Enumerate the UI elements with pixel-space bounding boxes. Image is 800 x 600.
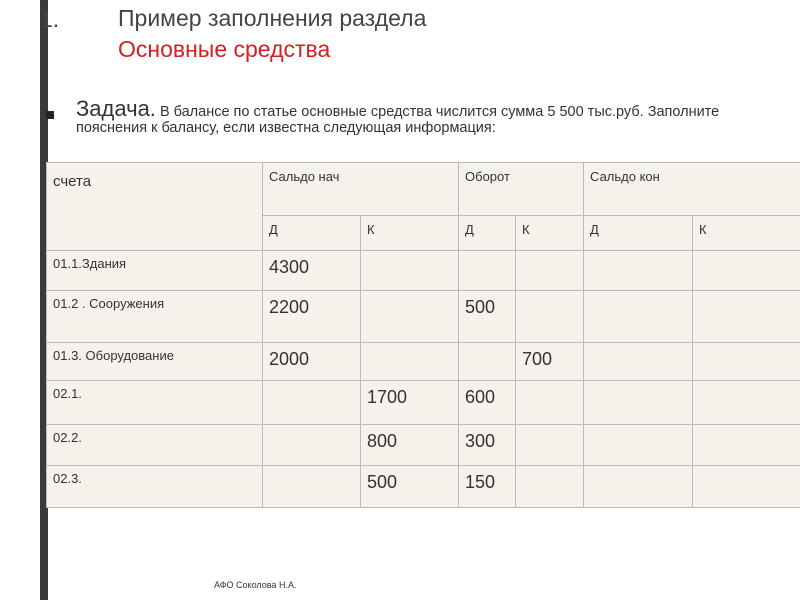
value-cell: 500 bbox=[361, 466, 459, 508]
value-cell: 700 bbox=[516, 343, 584, 381]
accounts-table bbox=[46, 162, 800, 508]
value-cell bbox=[263, 381, 361, 425]
table-row bbox=[47, 466, 800, 508]
value-cell bbox=[584, 425, 693, 466]
slide-subtitle: Основные средства bbox=[118, 36, 331, 62]
value-cell bbox=[263, 425, 361, 466]
value-cell bbox=[693, 343, 800, 381]
slide-title: Пример заполнения раздела bbox=[118, 5, 427, 31]
value-cell bbox=[693, 466, 800, 508]
value-cell bbox=[693, 425, 800, 466]
subheader-cell: К bbox=[693, 216, 800, 251]
value-cell bbox=[361, 291, 459, 343]
value-cell bbox=[584, 343, 693, 381]
table-row bbox=[47, 425, 800, 466]
value-cell bbox=[584, 466, 693, 508]
task-body: В балансе по статье основные средства числится сумма 5 500 тыс.руб. Заполните пояснения к балансу, если известна следующая информация: bbox=[76, 104, 720, 136]
header-closing-balance: Сальдо кон bbox=[584, 163, 800, 216]
value-cell bbox=[693, 381, 800, 425]
table-row bbox=[47, 381, 800, 425]
account-cell: 01.1.Здания bbox=[47, 251, 263, 291]
account-cell: 02.1. bbox=[47, 381, 263, 425]
subheader-cell: К bbox=[516, 216, 584, 251]
value-cell bbox=[584, 381, 693, 425]
value-cell bbox=[584, 291, 693, 343]
table-header-row bbox=[47, 163, 800, 216]
account-cell: 02.2. bbox=[47, 425, 263, 466]
subheader-cell: Д bbox=[584, 216, 693, 251]
value-cell bbox=[516, 291, 584, 343]
header-accounts: счета bbox=[47, 163, 263, 251]
table-row bbox=[47, 343, 800, 381]
table-row bbox=[47, 251, 800, 291]
value-cell bbox=[361, 343, 459, 381]
value-cell bbox=[459, 343, 516, 381]
task-label: Задача. bbox=[76, 96, 156, 121]
account-cell: 01.2 . Сооружения bbox=[47, 291, 263, 343]
value-cell bbox=[263, 466, 361, 508]
value-cell: 600 bbox=[459, 381, 516, 425]
value-cell: 1700 bbox=[361, 381, 459, 425]
title-number: 1. bbox=[40, 6, 60, 32]
value-cell: 4300 bbox=[263, 251, 361, 291]
value-cell: 500 bbox=[459, 291, 516, 343]
header-opening-balance: Сальдо нач bbox=[263, 163, 459, 216]
account-cell: 01.3. Оборудование bbox=[47, 343, 263, 381]
value-cell: 300 bbox=[459, 425, 516, 466]
account-cell: 02.3. bbox=[47, 466, 263, 508]
value-cell: 800 bbox=[361, 425, 459, 466]
subheader-cell: Д bbox=[263, 216, 361, 251]
value-cell bbox=[693, 291, 800, 343]
value-cell bbox=[516, 381, 584, 425]
value-cell bbox=[693, 251, 800, 291]
value-cell bbox=[516, 466, 584, 508]
footer-author: АФО Соколова Н.А. bbox=[214, 580, 297, 590]
subheader-cell: К bbox=[361, 216, 459, 251]
header-turnover: Оборот bbox=[459, 163, 584, 216]
bullet-square bbox=[46, 111, 54, 119]
value-cell bbox=[516, 251, 584, 291]
value-cell bbox=[584, 251, 693, 291]
value-cell bbox=[516, 425, 584, 466]
value-cell: 2200 bbox=[263, 291, 361, 343]
table-row bbox=[47, 291, 800, 343]
value-cell bbox=[459, 251, 516, 291]
value-cell bbox=[361, 251, 459, 291]
value-cell: 150 bbox=[459, 466, 516, 508]
subheader-cell: Д bbox=[459, 216, 516, 251]
value-cell: 2000 bbox=[263, 343, 361, 381]
task-text bbox=[76, 96, 726, 136]
